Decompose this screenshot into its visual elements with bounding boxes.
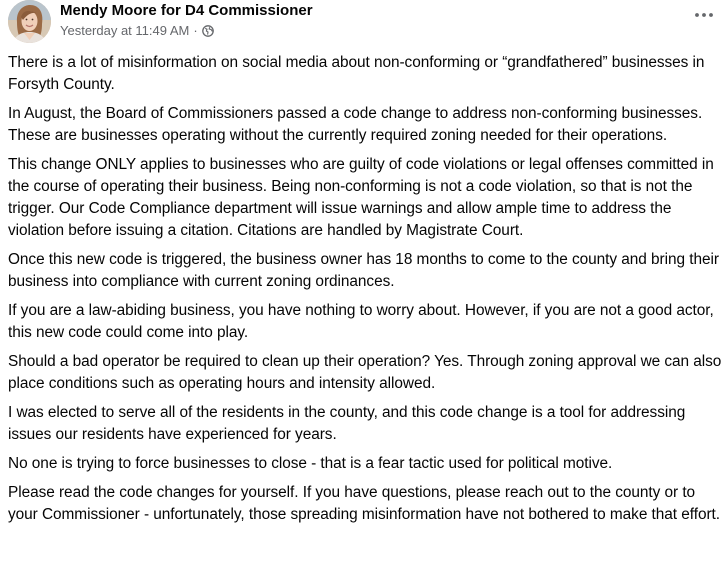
author-name[interactable]: Mendy Moore for D4 Commissioner: [60, 2, 313, 19]
meta-separator: ·: [193, 23, 198, 38]
globe-icon[interactable]: [202, 25, 214, 37]
more-options-button[interactable]: [689, 4, 719, 26]
post-paragraph: Please read the code changes for yourself. If you have questions, please reach out to the county or to your Commissioner - unfortunately, those spreading misinformation have not bothered to make that effort.: [8, 484, 720, 523]
post-paragraph: This change ONLY applies to businesses who are guilty of code violations or legal offenses committed in the course of operating their business. Being non-conforming is not a code violation, so that is not the trigger. Our Code Compliance department will issue warnings and allow ample time to address the violation before issuing a citation. Citations are handled by Magistrate Court.: [8, 156, 714, 239]
post-paragraph: In August, the Board of Commissioners passed a code change to address non-conforming businesses. These are businesses operating without the currently required zoning needed for their operations.: [8, 105, 703, 144]
post-body: [8, 52, 724, 533]
post-paragraph: Should a bad operator be required to clean up their operation? Yes. Through zoning approval we can also place conditions such as operating hours and intensity allowed.: [8, 353, 722, 392]
post-meta: [60, 23, 214, 38]
post-header: [8, 0, 719, 46]
avatar[interactable]: [8, 0, 51, 43]
post-paragraph: There is a lot of misinformation on social media about non-conforming or “grandfathered” businesses in Forsyth County.: [8, 54, 705, 93]
post-timestamp[interactable]: Yesterday at 11:49 AM: [60, 23, 190, 38]
more-options-icon: [694, 12, 714, 18]
post-paragraph: I was elected to serve all of the residents in the county, and this code change is a tool for addressing issues our residents have experienced for years.: [8, 404, 686, 443]
post-paragraph: If you are a law-abiding business, you have nothing to worry about. However, if you are not a good actor, this new code could come into play.: [8, 302, 714, 341]
post-paragraph: Once this new code is triggered, the business owner has 18 months to come to the county and bring their business into compliance with current zoning ordinances.: [8, 251, 719, 290]
profile-photo-icon: [8, 0, 51, 43]
post-paragraph: No one is trying to force businesses to close - that is a fear tactic used for political motive.: [8, 455, 613, 472]
